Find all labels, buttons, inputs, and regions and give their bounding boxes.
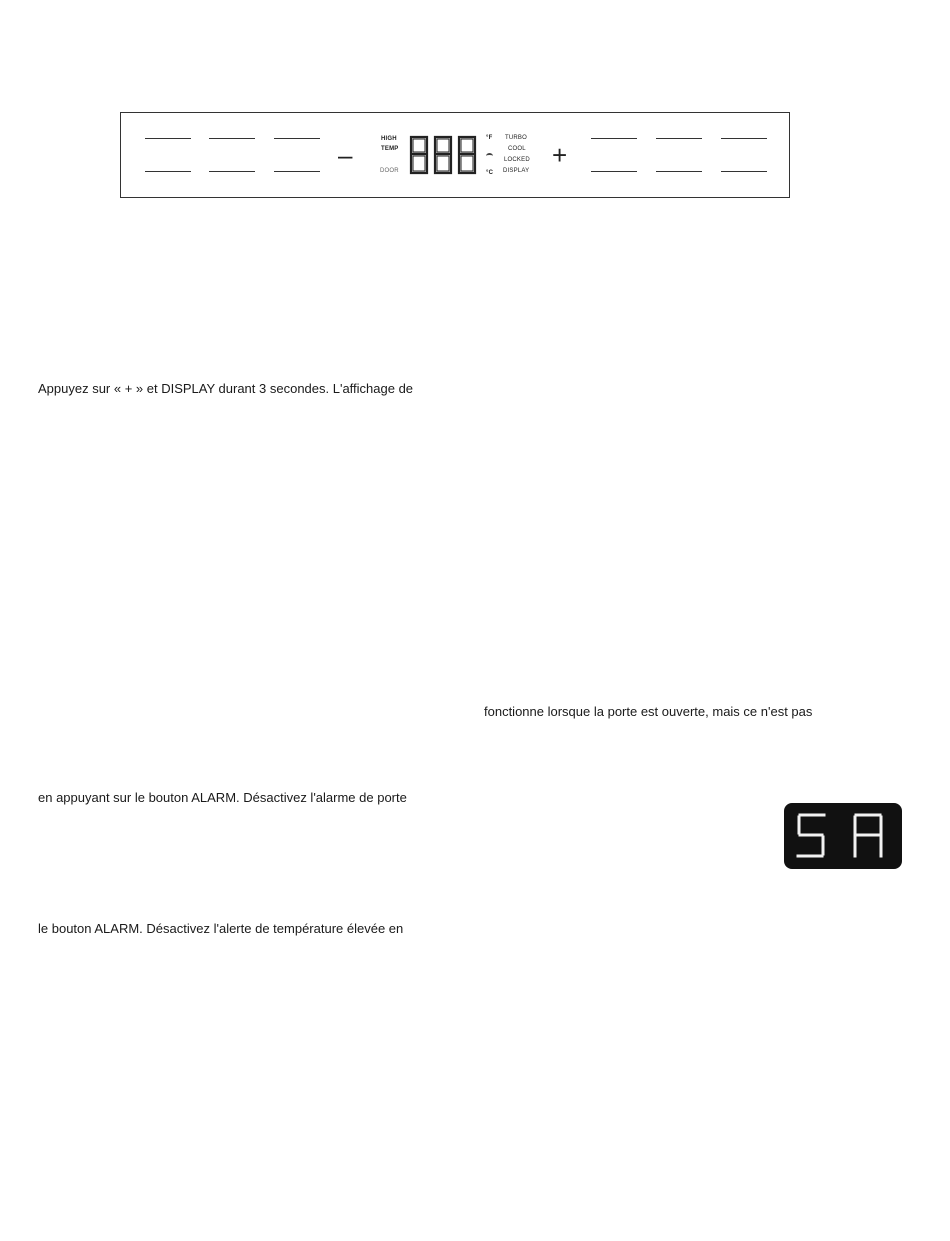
plus-button[interactable]: + [552,140,568,170]
letter-a [855,815,881,856]
button-line[interactable] [656,171,702,172]
button-line[interactable] [721,171,767,172]
button-line[interactable] [274,138,320,139]
temp-alert-text: le bouton ALARM. Désactivez l'alerte de température élevée en [38,921,404,936]
button-line[interactable] [591,171,637,172]
cool-label: COOL [508,146,526,152]
digit-display [408,135,480,175]
digit-1 [411,137,427,173]
letter-s [798,815,824,856]
button-line[interactable] [145,138,191,139]
door-open-text: fonctionne lorsque la porte est ouverte, mais ce n'est pas [484,704,813,719]
wifi-icon [486,153,493,159]
display-label: DISPLAY [503,168,530,174]
sa-display [684,703,902,869]
digit-3 [459,137,475,173]
high-label: HIGH [381,136,397,142]
digit-2 [435,137,451,173]
temp-label: TEMP [381,146,399,152]
button-line[interactable] [145,171,191,172]
button-line[interactable] [209,138,255,139]
door-label: DOOR [380,168,399,174]
instruction-text: Appuyez sur « + » et DISPLAY durant 3 secondes. L'affichage de [38,381,414,396]
door-alarm-text: en appuyant sur le bouton ALARM. Désactivez l'alarme de porte [38,790,407,805]
sa-glyphs [684,703,902,869]
celsius-label: °C [486,170,494,176]
sa-text: SA [684,703,686,704]
turbo-label: TURBO [505,135,527,141]
button-line[interactable] [209,171,255,172]
locked-label: LOCKED [504,157,530,163]
button-line[interactable] [274,171,320,172]
control-panel [120,112,790,198]
button-line[interactable] [656,138,702,139]
minus-button[interactable]: – [338,140,353,170]
button-line[interactable] [721,138,767,139]
button-line[interactable] [591,138,637,139]
fahrenheit-label: °F [486,135,493,141]
